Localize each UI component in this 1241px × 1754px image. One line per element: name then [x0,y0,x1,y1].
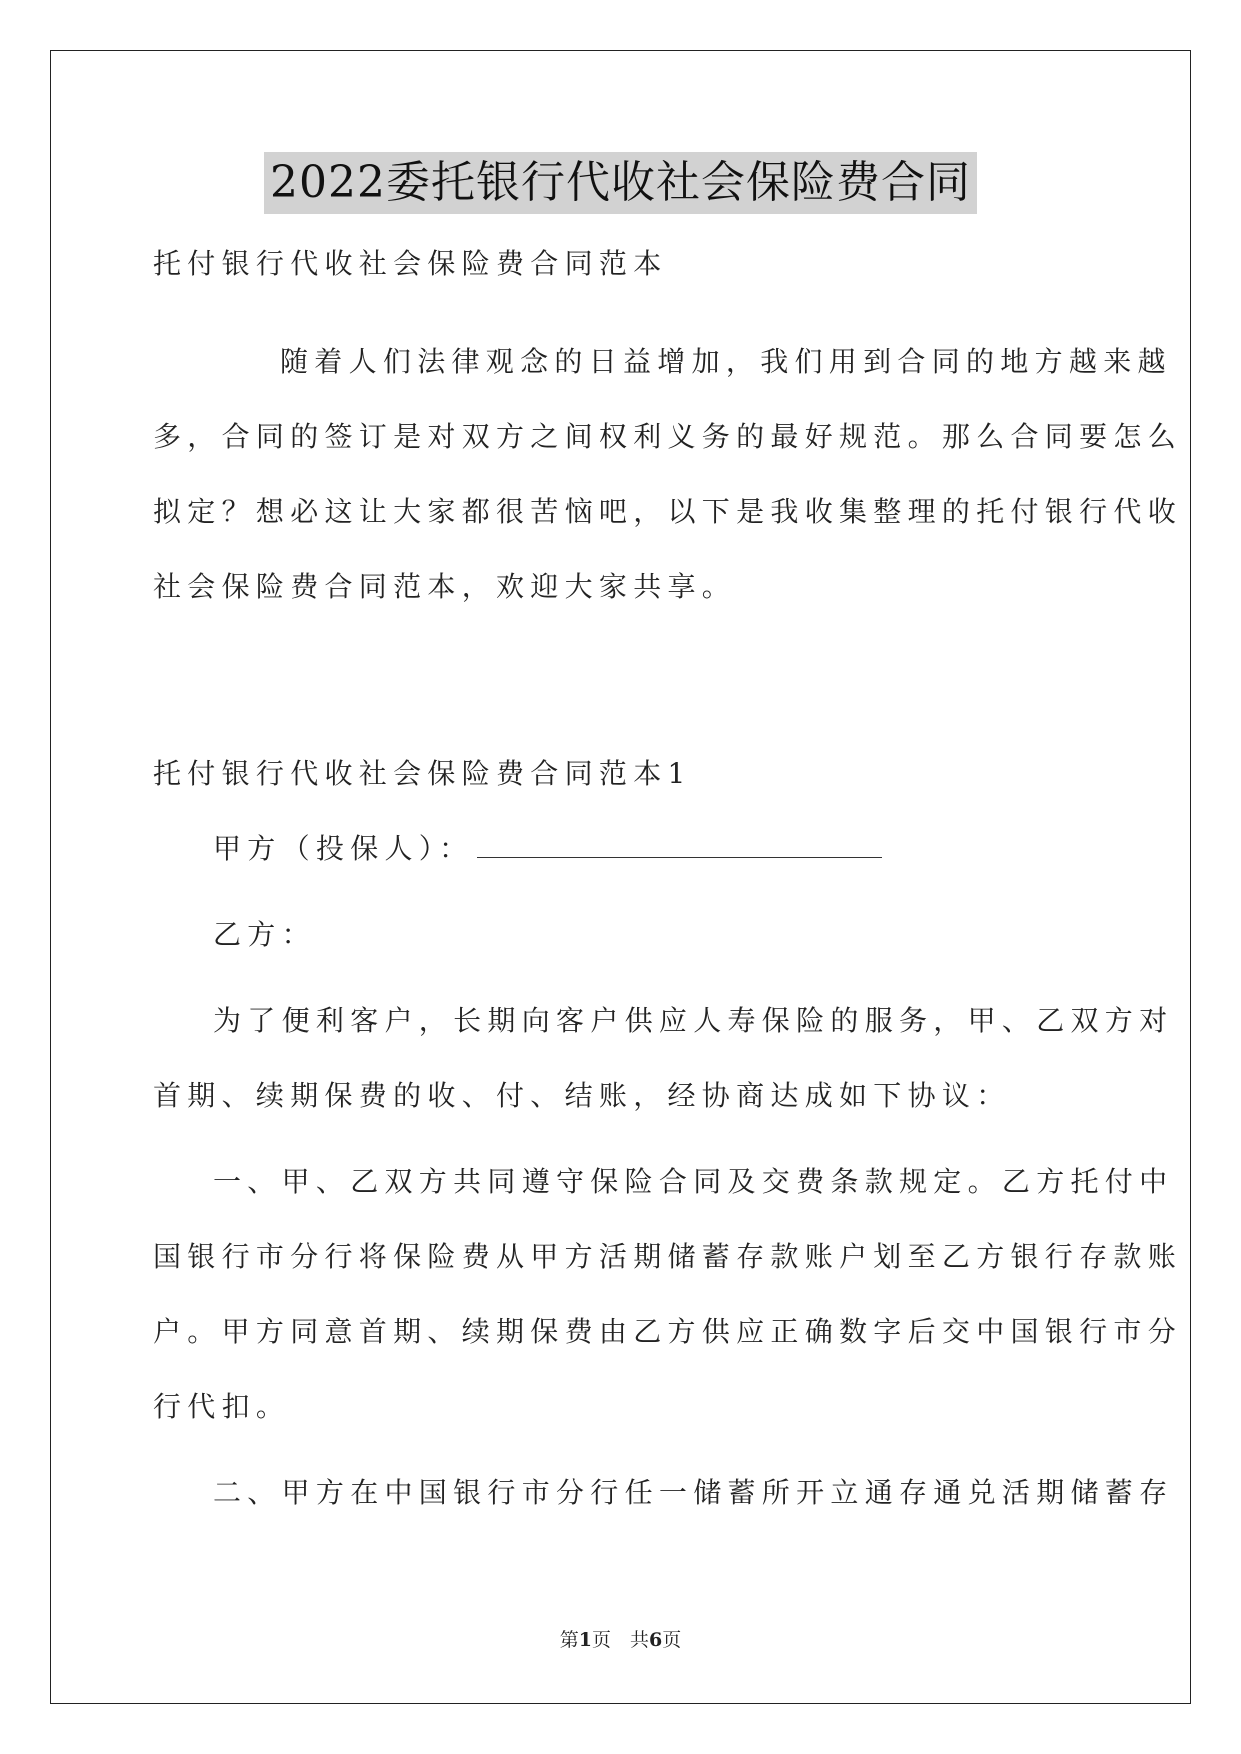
party-a-label: 甲方（投保人）： [213,832,474,865]
clause1-line-3: 户。甲方同意首期、续期保费由乙方供应正确数字后交中国银行市分 [153,1315,1183,1348]
party-a-blank [477,831,882,858]
purpose-line-2: 首期、续期保费的收、付、结账，经协商达成如下协议： [153,1079,1011,1112]
footer-current-page: 1 [578,1629,592,1651]
footer-prefix: 第 [559,1629,579,1651]
clause1-line-2: 国银行市分行将保险费从甲方活期储蓄存款账户划至乙方银行存款账 [153,1240,1183,1273]
intro-line-2: 多，合同的签订是对双方之间权利义务的最好规范。那么合同要怎么 [153,420,1183,453]
intro-line-4: 社会保险费合同范本，欢迎大家共享。 [153,570,737,603]
clause1-line-4: 行代扣。 [153,1390,291,1423]
subtitle: 托付银行代收社会保险费合同范本 [153,247,668,280]
purpose-line-1: 为了便利客户，长期向客户供应人寿保险的服务，甲、乙双方对 [213,1004,1174,1037]
party-a-line [213,831,882,867]
footer-total-pages: 6 [649,1629,663,1651]
intro-line-3: 拟定？想必这让大家都很苦恼吧，以下是我收集整理的托付银行代收 [153,495,1183,528]
intro-line-1: 随着人们法律观念的日益增加，我们用到合同的地方越来越 [280,345,1172,378]
clause1-line-1: 一、甲、乙双方共同遵守保险合同及交费条款规定。乙方托付中 [213,1165,1174,1198]
section-title: 托付银行代收社会保险费合同范本1 [153,757,692,790]
footer-suffix: 页 [662,1629,682,1651]
document-title: 2022委托银行代收社会保险费合同 [264,152,977,214]
page-border [50,50,1191,1704]
title-container [0,152,1241,214]
clause2-line-1: 二、甲方在中国银行市分行任一储蓄所开立通存通兑活期储蓄存 [213,1476,1174,1509]
party-b-label: 乙方： [213,918,316,951]
footer-mid: 页 共 [591,1629,649,1651]
page-footer [0,1628,1241,1652]
